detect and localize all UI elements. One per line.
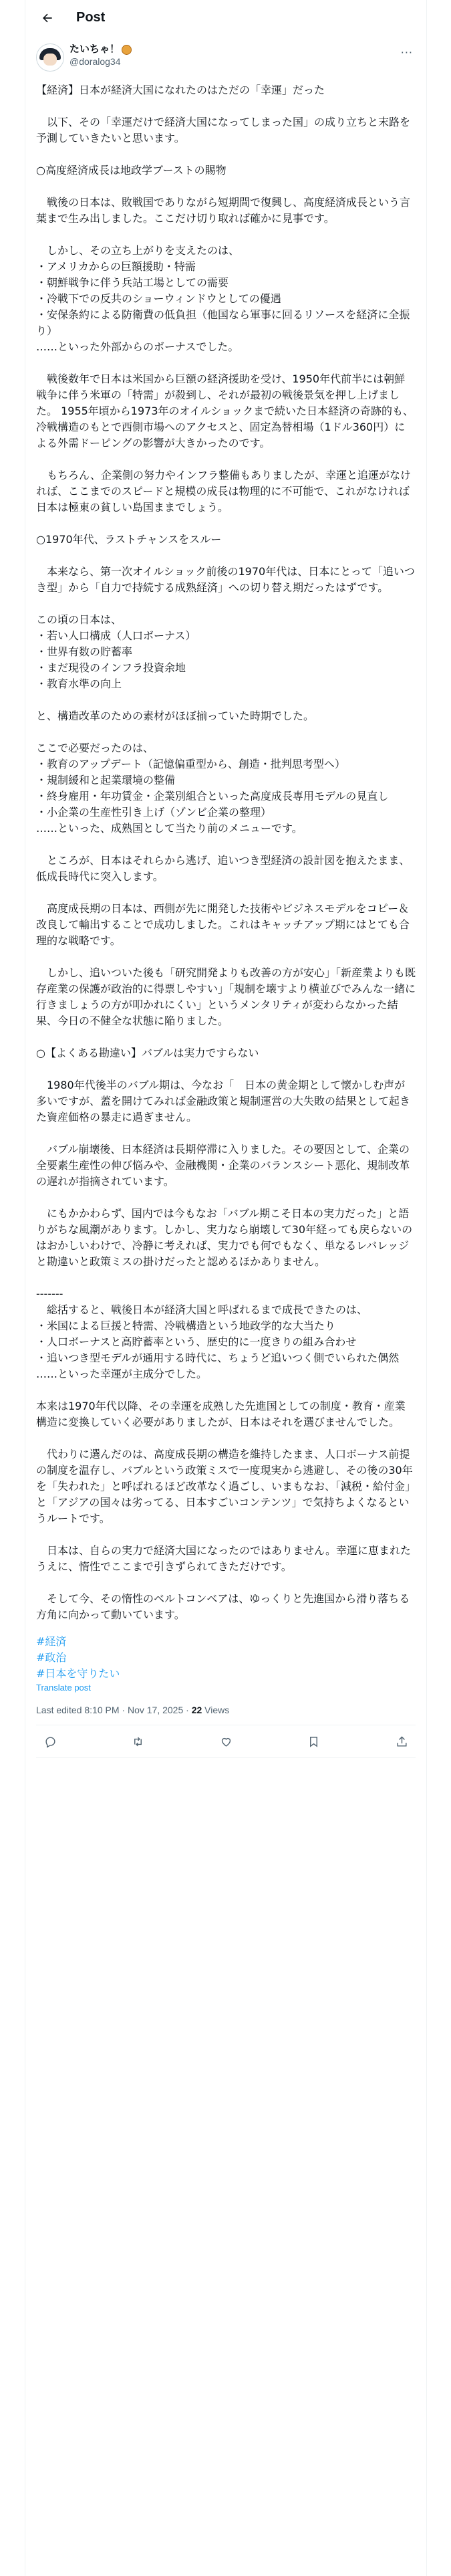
author-display-name: たいちゃ！ bbox=[69, 43, 120, 55]
heart-icon bbox=[220, 1735, 233, 1748]
author-name-row[interactable] bbox=[69, 43, 132, 56]
edited-timestamp[interactable]: Last edited 8:10 PM · Nov 17, 2025 · bbox=[36, 1705, 192, 1715]
back-button[interactable] bbox=[36, 7, 59, 29]
author-handle[interactable]: @doralog34 bbox=[69, 56, 121, 67]
post-author bbox=[25, 35, 426, 72]
emoji-badge-icon bbox=[122, 45, 132, 55]
hashtag-list bbox=[25, 1623, 426, 1694]
views-label: Views bbox=[202, 1705, 230, 1715]
page-title: Post bbox=[76, 10, 106, 25]
repost-button[interactable] bbox=[127, 1730, 150, 1753]
like-button[interactable] bbox=[214, 1730, 237, 1753]
translate-post-link[interactable]: Translate post bbox=[36, 1683, 91, 1693]
page-header bbox=[25, 0, 426, 35]
share-button[interactable] bbox=[390, 1730, 413, 1753]
views-count: 22 bbox=[191, 1705, 202, 1715]
repost-icon bbox=[132, 1735, 144, 1748]
share-icon bbox=[396, 1735, 408, 1748]
hashtag-link[interactable]: #日本を守りたい bbox=[36, 1667, 120, 1680]
arrow-left-icon bbox=[41, 11, 54, 25]
post-actions bbox=[36, 1725, 416, 1758]
main-column bbox=[25, 0, 427, 2576]
more-options-button[interactable]: ··· bbox=[400, 46, 413, 59]
hashtag-link[interactable]: #政治 bbox=[36, 1651, 67, 1664]
reply-button[interactable] bbox=[39, 1730, 61, 1753]
post-text: 【経済】日本が経済大国になれたのはただの「幸運」だった 以下、その「幸運だけで経済大国になってしまった国」の成り立ちと末路を予測していきたいと思います。 ○高度経済成長は地政学ブーストの賜物 戦後の日本は、敗戦国でありながら短期間で復興し、高度経済成長という言葉まで生み出しました。ここだけ切り取れば確かに見事です。 しかし、その立ち上がりを支えたのは、 ・アメリカからの巨額援助・特需 ・朝鮮戦争に伴う兵站工場としての需要 ・冷戦下での反共のショーウィンドウとしての優遇 ・安保条約による防衛費の低負担（他国なら軍事に回るリソースを経済に全振り） ……といった外部からのボーナスでした。 戦後数年で日本は米国から巨額の経済援助を受け、1950年代前半には朝鮮戦争に伴う米軍の「特需」が殺到し、それが最初の戦後景気を押し上げました。 1955年頃から1973年のオイルショックまで続いた日本経済の奇跡的も、冷戦構造のもとで西側市場へのアクセスと、固定為替相場（1ドル360円）による外需ドーピングの影響が大きかったのです。 もちろん、企業側の努力やインフラ整備もありましたが、幸運と追運がなければ、ここまでのスピードと規模の成長は物理的に不可能で、これがなければ日本は極東の貧しい島国ままでしょう。 ○1970年代、ラストチャンスをスルー 本来なら、第一次オイルショック前後の1970年代は、日本にとって「追いつき型」から「自力で持続する成熟経済」への切り替え期だったはずです。 この頃の日本は、 ・若い人口構成（人口ボーナス） ・世界有数の貯蓄率 ・まだ現役のインフラ投資余地 ・教育水準の向上 と、構造改革のための素材がほぼ揃っていた時期でした。 ここで必要だったのは、 ・教育のアップデート（記憶偏重型から、創造・批判思考型へ） ・規制緩和と起業環境の整備 ・終身雇用・年功賃金・企業別組合といった高度成長専用モデルの見直し ・小企業の生産性引き上げ（ゾンビ企業の整理） ……といった、成熟国として当たり前のメニューです。 ところが、日本はそれらから逃げ、追いつき型経済の設計図を抱えたまま、低成長時代に突入します。 高度成長期の日本は、西側が先に開発した技術やビジネスモデルをコピー＆改良して輸出することで成功しました。これはキャッチアップ期にはとても合理的な戦略です。 しかし、追いついた後も「研究開発よりも改善の方が安心」「新産業よりも既存産業の保護が政治的に得票しやすい」「規制を壊すより横並びでみんな一緒に行きましょうの方が叩かれにくい」というメンタリティが変わらなかった結果、今日の不健全な状態に陥りました。 ○【よくある勘違い】バブルは実力ですらない 1980年代後半のバブル期は、今なお「 日本の黄金期として懐かしむ声が多いですが、蓋を開けてみれば金融政策と規制運営の大失敗の結果として起きた資産価格の暴走に過ぎません。 バブル崩壊後、日本経済は長期停滞に入りました。その要因として、企業の全要素生産性の伸び悩みや、金融機関・企業のバランスシート悪化、規制改革の遅れが指摘されています。 にもかかわらず、国内では今もなお「バブル期こそ日本の実力だった」と語りがちな風潮があります。しかし、実力なら崩壊して30年経っても戻らないのはおかしいわけで、冷静に考えれば、実力でも何でもなく、単なるレバレッジと勘違いと政策ミスの掛けだったと認めるほかありません。 ------- 総括すると、戦後日本が経済大国と呼ばれるまで成長できたのは、 ・米国による巨援と特需、冷戦構造という地政学的な大当たり ・人口ボーナスと高貯蓄率という、歴史的に一度きりの組み合わせ ・追いつき型モデルが通用する時代に、ちょうど追いつく側でいられた偶然 ……といった幸運が主成分でした。 本来は1970年代以降、その幸運を成熟した先進国としての制度・教育・産業構造に変換していく必要がありましたが、日本はそれを選びませんでした。 代わりに選んだのは、高度成長期の構造を維持したまま、人口ボーナス前提の制度を温存し、バブルという政策ミスで一度現実から逃避し、その後の30年を「失われた」と呼ばれるほど改革なく過ごし、いまもなお、「減税・給付金」と「アジアの国々は劣ってる、日本すごいコンテンツ」で気持ちよくなるというルートです。 日本は、自らの実力で経済大国になったのではありません。幸運に恵まれたうえに、惰性でここまで引きずられてきただけです。 そして今、その惰性のベルトコンベアは、ゆっくりと先進国から滑り落ちる方角に向かって動いています。 bbox=[36, 84, 416, 1621]
reply-icon bbox=[44, 1735, 57, 1748]
bookmark-button[interactable] bbox=[303, 1730, 325, 1753]
avatar[interactable] bbox=[36, 43, 64, 72]
hashtag-link[interactable]: #経済 bbox=[36, 1635, 67, 1648]
post-metadata bbox=[36, 1694, 416, 1725]
bookmark-icon bbox=[307, 1735, 320, 1748]
